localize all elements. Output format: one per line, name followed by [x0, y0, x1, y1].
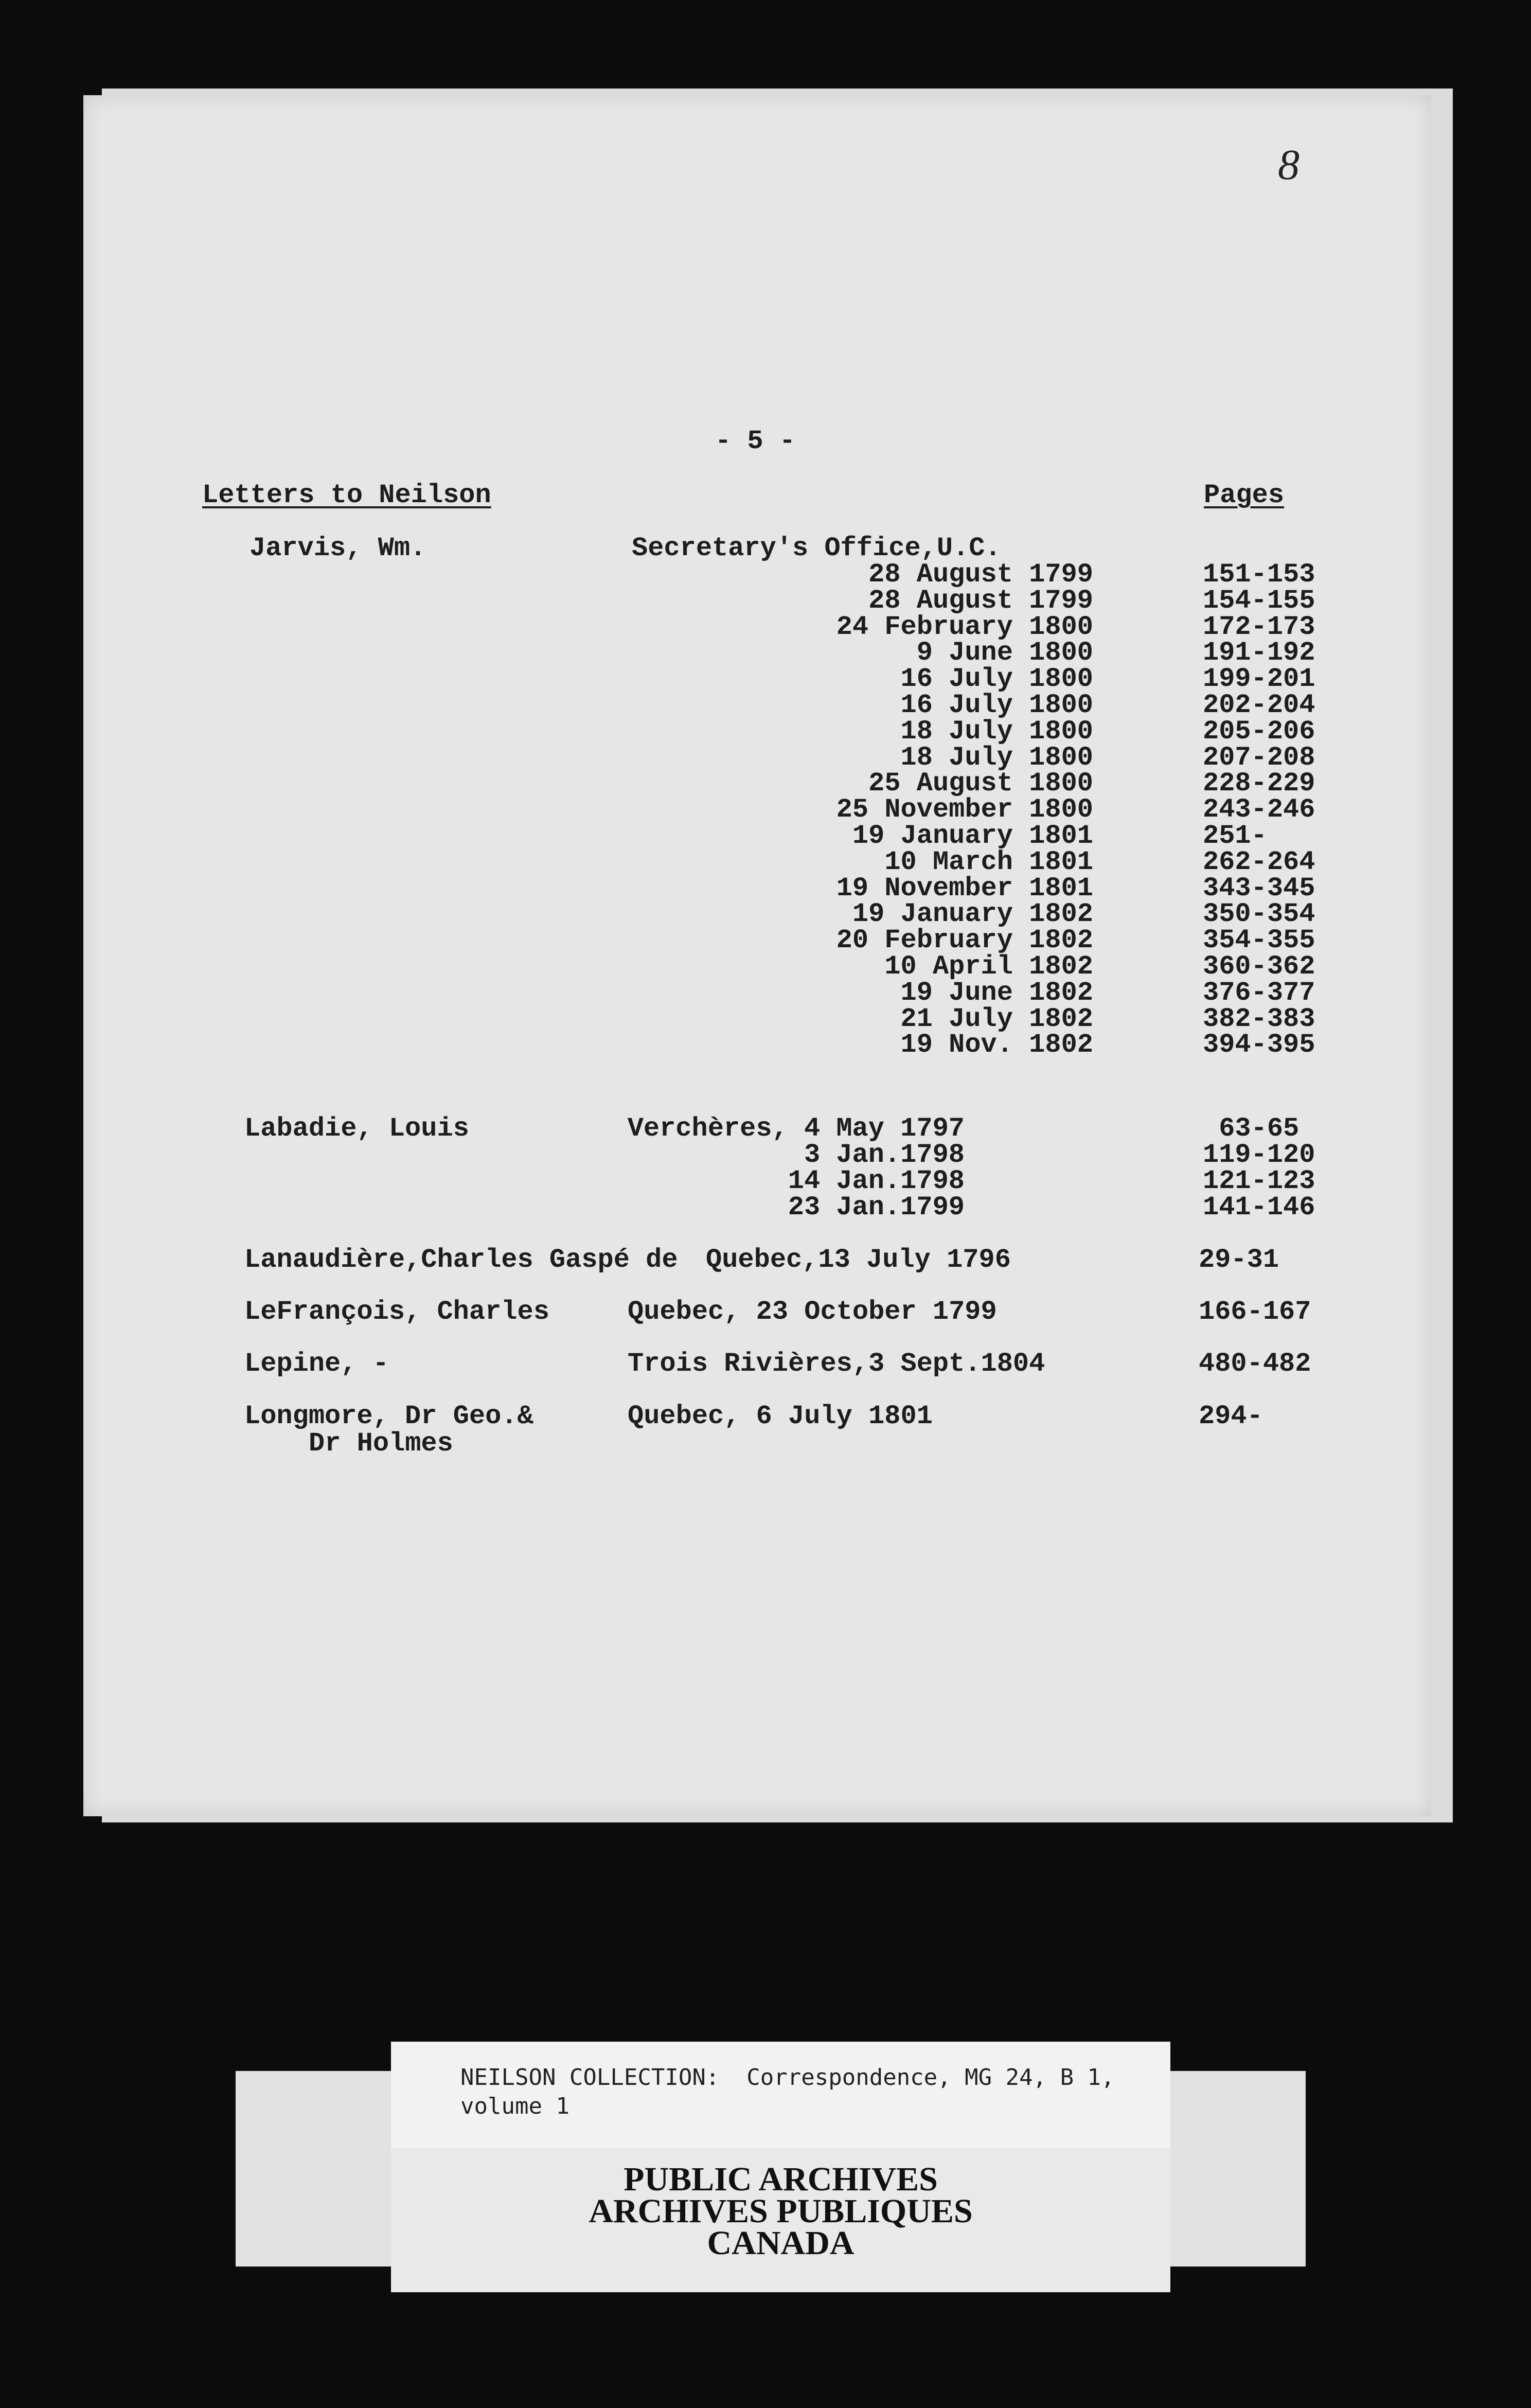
collection-line-2: volume 1	[460, 2093, 569, 2119]
letter-pages: 119-120	[1203, 1140, 1315, 1170]
heading-letters: Letters to Neilson	[202, 480, 491, 510]
letter-pages: 243-246	[1203, 794, 1315, 825]
archives-line-2: ARCHIVES PUBLIQUES	[589, 2192, 973, 2230]
correspondent-name: Lanaudière,Charles Gaspé de	[244, 1245, 678, 1275]
letter-date: 24 February 1800	[836, 611, 1093, 642]
correspondent-name: Lepine, -	[244, 1349, 389, 1379]
correspondent-name: Longmore, Dr Geo.&	[244, 1401, 533, 1431]
letter-date: 19 Nov. 1802	[900, 1030, 1093, 1060]
letter-pages: 382-383	[1203, 1003, 1315, 1034]
letter-pages: 207-208	[1203, 742, 1315, 773]
letter-pages: 151-153	[1203, 559, 1315, 590]
letter-pages: 343-345	[1203, 873, 1315, 904]
letter-date: 10 March 1801	[884, 846, 1093, 877]
letter-pages: 29-31	[1199, 1245, 1279, 1275]
letter-pages: 166-167	[1199, 1297, 1311, 1327]
letter-pages: 376-377	[1203, 977, 1315, 1008]
letter-pages: 202-204	[1203, 690, 1315, 720]
letter-date: 19 January 1802	[852, 899, 1093, 930]
collection-line-1: NEILSON COLLECTION: Correspondence, MG 24, B 1,	[460, 2064, 1115, 2091]
letter-date: 19 January 1801	[852, 821, 1093, 851]
letter-pages: 354-355	[1203, 925, 1315, 956]
letter-pages: 251-	[1203, 821, 1267, 851]
letter-date: Trois Rivières,3 Sept.1804	[628, 1349, 1045, 1379]
letter-pages: 172-173	[1203, 611, 1315, 642]
letter-date: Quebec, 23 October 1799	[628, 1297, 997, 1327]
letter-pages: 350-354	[1203, 899, 1315, 930]
letter-pages: 154-155	[1203, 585, 1315, 616]
letter-date: 14 Jan.1798	[788, 1166, 965, 1196]
letter-pages: 262-264	[1203, 846, 1315, 877]
letter-date: 23 Jan.1799	[788, 1192, 965, 1223]
letter-place: Secretary's Office,U.C.	[632, 533, 1001, 563]
folio-number: 8	[1278, 141, 1299, 189]
letter-pages: 63-65	[1203, 1113, 1299, 1144]
correspondent-name: LeFrançois, Charles	[244, 1297, 549, 1327]
letter-date: Verchères, 4 May 1797	[627, 1113, 965, 1144]
letter-date: 16 July 1800	[900, 690, 1093, 720]
letter-date: 28 August 1799	[868, 585, 1093, 616]
letter-pages: 480-482	[1199, 1349, 1311, 1379]
letter-date: 25 August 1800	[868, 768, 1093, 799]
heading-pages: Pages	[1204, 480, 1285, 510]
letter-date: 18 July 1800	[900, 742, 1093, 773]
letter-date: 3 Jan.1798	[804, 1140, 965, 1170]
letter-pages: 199-201	[1203, 664, 1315, 695]
letter-date: 18 July 1800	[900, 716, 1093, 747]
letter-pages: 294-	[1199, 1401, 1263, 1431]
letter-pages: 121-123	[1203, 1166, 1315, 1196]
letter-date: 19 November 1801	[836, 873, 1093, 904]
letter-date: Quebec,13 July 1796	[706, 1245, 1011, 1275]
letter-date: 16 July 1800	[900, 664, 1093, 695]
correspondent-name: Jarvis, Wm.	[250, 533, 426, 563]
letter-pages: 205-206	[1203, 716, 1315, 747]
correspondent-name-continued: Dr Holmes	[309, 1428, 453, 1459]
letter-date: 19 June 1802	[900, 977, 1093, 1008]
letter-pages: 228-229	[1203, 768, 1315, 799]
letter-date: 21 July 1802	[900, 1003, 1093, 1034]
correspondent-name: Labadie, Louis	[244, 1113, 469, 1144]
letter-date: 28 August 1799	[868, 559, 1093, 590]
letter-date: 10 April 1802	[884, 951, 1093, 982]
archives-line-3: CANADA	[707, 2224, 854, 2262]
page-number: - 5 -	[715, 426, 796, 456]
collection-label-text	[460, 2063, 1115, 2121]
archives-line-1: PUBLIC ARCHIVES	[624, 2161, 938, 2198]
letter-date: 25 November 1800	[836, 794, 1093, 825]
letter-pages: 360-362	[1203, 951, 1315, 982]
letter-pages: 191-192	[1203, 638, 1315, 668]
letter-pages: 394-395	[1203, 1030, 1315, 1060]
letter-pages: 141-146	[1203, 1192, 1315, 1223]
letter-date: Quebec, 6 July 1801	[628, 1401, 933, 1431]
letter-date: 9 June 1800	[900, 638, 1093, 668]
letter-date: 20 February 1802	[836, 925, 1093, 956]
